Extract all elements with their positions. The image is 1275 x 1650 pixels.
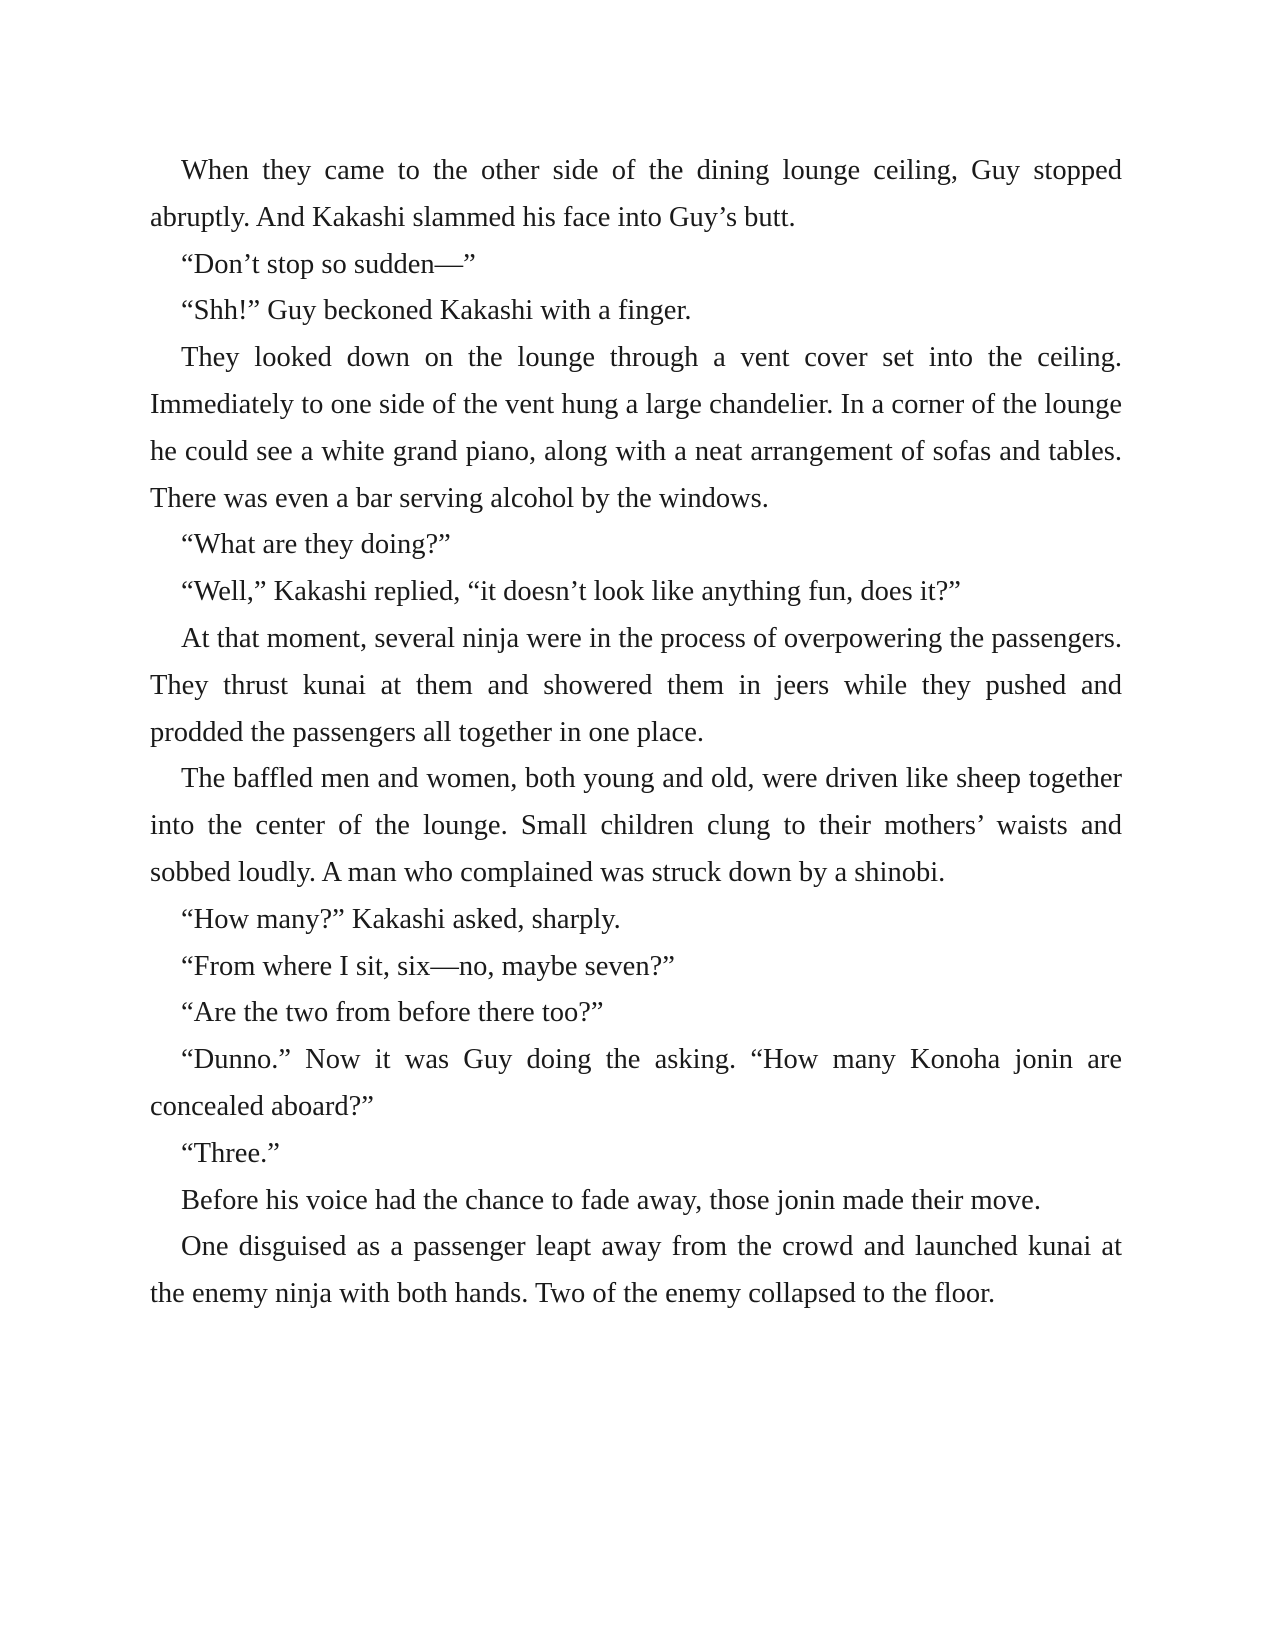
- paragraph-14: Before his voice had the chance to fade away, those jonin made their move.: [181, 1184, 1041, 1216]
- paragraph-6: “Well,” Kakashi replied, “it doesn’t look like anything fun, does it?”: [181, 576, 961, 608]
- paragraph-11: “Are the two from before there too?”: [181, 997, 604, 1029]
- paragraph-3: “Shh!” Guy beckoned Kakashi with a finger.: [181, 295, 692, 327]
- page-body: [150, 148, 1122, 1318]
- paragraph-5: “What are they doing?”: [181, 529, 451, 561]
- paragraph-9: “How many?” Kakashi asked, sharply.: [181, 903, 621, 935]
- paragraph-13: “Three.”: [181, 1137, 280, 1169]
- paragraph-1: When they came to the other side of the dining lounge ceiling, Guy stopped abruptly. And Kakashi slammed his face into Guy’s butt.: [150, 155, 1122, 233]
- paragraph-2: “Don’t stop so sudden—”: [181, 248, 476, 280]
- paragraph-12: “Dunno.” Now it was Guy doing the asking. “How many Konoha jonin are concealed aboard?”: [150, 1044, 1122, 1122]
- paragraph-10: “From where I sit, six—no, maybe seven?”: [181, 950, 675, 982]
- paragraph-15: One disguised as a passenger leapt away from the crowd and launched kunai at the enemy ninja with both hands. Two of the enemy collapsed to the floor.: [150, 1231, 1122, 1310]
- paragraph-8: The baffled men and women, both young and old, were driven like sheep together into the center of the lounge. Small children clung to their mothers’ waists and sobbed loudly. A man who complained was struck down by a shinobi.: [150, 763, 1122, 888]
- paragraph-4: They looked down on the lounge through a vent cover set into the ceiling. Immediately to one side of the vent hung a large chandelier. In a corner of the lounge he could see a white grand piano, along with a neat arrangement of sofas and tables. There was even a bar serving alcohol by the windows.: [150, 342, 1122, 514]
- paragraph-7: At that moment, several ninja were in the process of overpowering the passengers. They thrust kunai at them and showered them in jeers while they pushed and prodded the passengers all together in one place.: [150, 622, 1122, 748]
